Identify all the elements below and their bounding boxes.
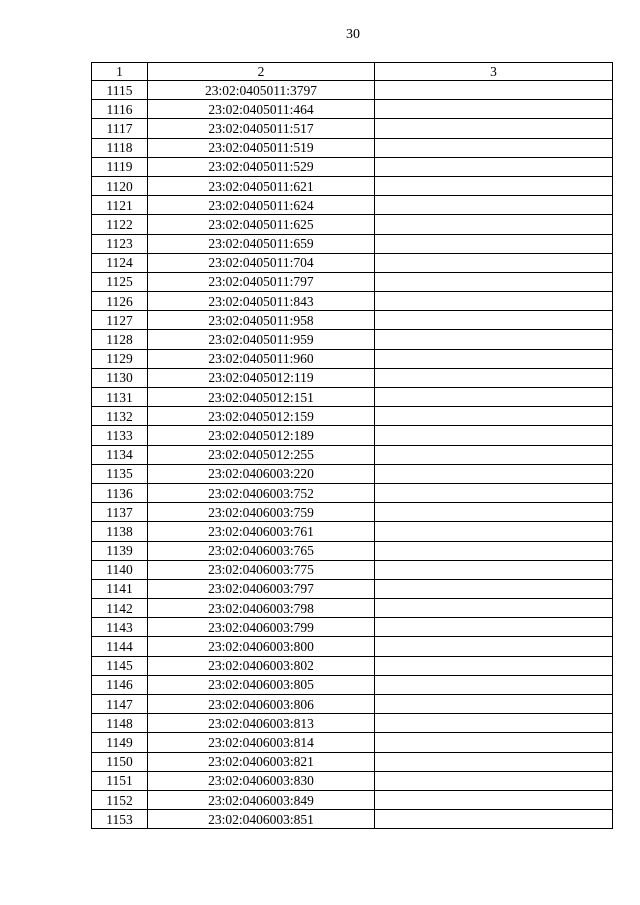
note-cell <box>375 368 613 387</box>
note-cell <box>375 522 613 541</box>
note-cell <box>375 714 613 733</box>
cadastral-number-cell: 23:02:0406003:830 <box>148 771 375 790</box>
row-number-cell: 1124 <box>92 253 148 272</box>
note-cell <box>375 253 613 272</box>
table-row <box>92 695 613 714</box>
row-number-cell: 1137 <box>92 503 148 522</box>
row-number-cell: 1123 <box>92 234 148 253</box>
table-row <box>92 311 613 330</box>
page-number: 30 <box>346 27 360 42</box>
row-number-cell: 1129 <box>92 349 148 368</box>
table-row <box>92 253 613 272</box>
row-number-cell: 1120 <box>92 176 148 195</box>
row-number-cell: 1128 <box>92 330 148 349</box>
note-cell <box>375 81 613 100</box>
cadastral-number-cell: 23:02:0406003:800 <box>148 637 375 656</box>
table-row <box>92 656 613 675</box>
cadastral-number-cell: 23:02:0406003:805 <box>148 675 375 694</box>
table-row <box>92 81 613 100</box>
cadastral-number-cell: 23:02:0405012:151 <box>148 388 375 407</box>
table-row <box>92 445 613 464</box>
cadastral-number-cell: 23:02:0406003:798 <box>148 599 375 618</box>
note-cell <box>375 330 613 349</box>
cadastral-number-cell: 23:02:0405011:659 <box>148 234 375 253</box>
table-row <box>92 541 613 560</box>
cadastral-number-cell: 23:02:0405011:960 <box>148 349 375 368</box>
note-cell <box>375 176 613 195</box>
note-cell <box>375 579 613 598</box>
cadastral-number-cell: 23:02:0405011:529 <box>148 157 375 176</box>
cadastral-number-cell: 23:02:0406003:799 <box>148 618 375 637</box>
row-number-cell: 1131 <box>92 388 148 407</box>
note-cell <box>375 771 613 790</box>
note-cell <box>375 675 613 694</box>
note-cell <box>375 157 613 176</box>
cadastral-number-cell: 23:02:0406003:761 <box>148 522 375 541</box>
cadastral-number-cell: 23:02:0405012:159 <box>148 407 375 426</box>
table-row <box>92 100 613 119</box>
cadastral-number-cell: 23:02:0406003:851 <box>148 810 375 829</box>
table-row <box>92 503 613 522</box>
note-cell <box>375 464 613 483</box>
table-row <box>92 675 613 694</box>
row-number-cell: 1142 <box>92 599 148 618</box>
note-cell <box>375 445 613 464</box>
row-number-cell: 1115 <box>92 81 148 100</box>
table-row <box>92 810 613 829</box>
note-cell <box>375 311 613 330</box>
table-row <box>92 560 613 579</box>
cadastral-number-cell: 23:02:0405011:843 <box>148 292 375 311</box>
cadastral-number-cell: 23:02:0406003:806 <box>148 695 375 714</box>
table-row <box>92 330 613 349</box>
note-cell <box>375 503 613 522</box>
note-cell <box>375 637 613 656</box>
table-row <box>92 464 613 483</box>
table-row <box>92 272 613 291</box>
cadastral-number-cell: 23:02:0406003:802 <box>148 656 375 675</box>
row-number-cell: 1125 <box>92 272 148 291</box>
cadastral-number-cell: 23:02:0406003:752 <box>148 483 375 502</box>
table-row <box>92 599 613 618</box>
row-number-cell: 1149 <box>92 733 148 752</box>
row-number-cell: 1133 <box>92 426 148 445</box>
row-number-cell: 1130 <box>92 368 148 387</box>
row-number-cell: 1145 <box>92 656 148 675</box>
cadastral-number-cell: 23:02:0405011:958 <box>148 311 375 330</box>
column-header-2: 2 <box>148 63 375 81</box>
note-cell <box>375 100 613 119</box>
note-cell <box>375 138 613 157</box>
row-number-cell: 1148 <box>92 714 148 733</box>
row-number-cell: 1136 <box>92 483 148 502</box>
cadastral-number-table <box>91 62 613 829</box>
row-number-cell: 1150 <box>92 752 148 771</box>
row-number-cell: 1134 <box>92 445 148 464</box>
note-cell <box>375 215 613 234</box>
column-header-3: 3 <box>375 63 613 81</box>
cadastral-number-cell: 23:02:0406003:821 <box>148 752 375 771</box>
row-number-cell: 1139 <box>92 541 148 560</box>
note-cell <box>375 695 613 714</box>
note-cell <box>375 618 613 637</box>
note-cell <box>375 349 613 368</box>
row-number-cell: 1118 <box>92 138 148 157</box>
table-row <box>92 790 613 809</box>
cadastral-number-cell: 23:02:0405012:189 <box>148 426 375 445</box>
table-row <box>92 234 613 253</box>
table-row <box>92 752 613 771</box>
cadastral-number-cell: 23:02:0405012:119 <box>148 368 375 387</box>
row-number-cell: 1144 <box>92 637 148 656</box>
table-row <box>92 483 613 502</box>
table-row <box>92 618 613 637</box>
cadastral-number-cell: 23:02:0406003:797 <box>148 579 375 598</box>
table-row <box>92 637 613 656</box>
note-cell <box>375 810 613 829</box>
row-number-cell: 1151 <box>92 771 148 790</box>
note-cell <box>375 541 613 560</box>
row-number-cell: 1121 <box>92 196 148 215</box>
note-cell <box>375 234 613 253</box>
cadastral-number-cell: 23:02:0405011:517 <box>148 119 375 138</box>
note-cell <box>375 196 613 215</box>
cadastral-number-cell: 23:02:0405011:464 <box>148 100 375 119</box>
cadastral-number-cell: 23:02:0405011:704 <box>148 253 375 272</box>
column-header-1: 1 <box>92 63 148 81</box>
cadastral-number-cell: 23:02:0405011:797 <box>148 272 375 291</box>
table-row <box>92 138 613 157</box>
cadastral-number-cell: 23:02:0406003:775 <box>148 560 375 579</box>
cadastral-number-cell: 23:02:0405011:959 <box>148 330 375 349</box>
table-row <box>92 196 613 215</box>
cadastral-number-cell: 23:02:0405011:625 <box>148 215 375 234</box>
note-cell <box>375 733 613 752</box>
row-number-cell: 1143 <box>92 618 148 637</box>
row-number-cell: 1141 <box>92 579 148 598</box>
cadastral-number-cell: 23:02:0406003:759 <box>148 503 375 522</box>
cadastral-number-cell: 23:02:0406003:813 <box>148 714 375 733</box>
note-cell <box>375 790 613 809</box>
row-number-cell: 1135 <box>92 464 148 483</box>
note-cell <box>375 656 613 675</box>
row-number-cell: 1147 <box>92 695 148 714</box>
table-row <box>92 733 613 752</box>
cadastral-number-cell: 23:02:0406003:220 <box>148 464 375 483</box>
row-number-cell: 1153 <box>92 810 148 829</box>
cadastral-number-cell: 23:02:0406003:849 <box>148 790 375 809</box>
table-row <box>92 522 613 541</box>
row-number-cell: 1146 <box>92 675 148 694</box>
note-cell <box>375 752 613 771</box>
table-row <box>92 388 613 407</box>
table-row <box>92 119 613 138</box>
cadastral-number-cell: 23:02:0405011:519 <box>148 138 375 157</box>
table-row <box>92 407 613 426</box>
table-row <box>92 771 613 790</box>
table-row <box>92 714 613 733</box>
table-row <box>92 426 613 445</box>
row-number-cell: 1140 <box>92 560 148 579</box>
row-number-cell: 1117 <box>92 119 148 138</box>
cadastral-number-cell: 23:02:0405011:621 <box>148 176 375 195</box>
cadastral-number-cell: 23:02:0406003:814 <box>148 733 375 752</box>
table-row <box>92 368 613 387</box>
table-header-row <box>92 63 613 81</box>
note-cell <box>375 272 613 291</box>
row-number-cell: 1152 <box>92 790 148 809</box>
cadastral-number-cell: 23:02:0406003:765 <box>148 541 375 560</box>
row-number-cell: 1122 <box>92 215 148 234</box>
note-cell <box>375 119 613 138</box>
row-number-cell: 1127 <box>92 311 148 330</box>
row-number-cell: 1126 <box>92 292 148 311</box>
row-number-cell: 1138 <box>92 522 148 541</box>
cadastral-number-cell: 23:02:0405012:255 <box>148 445 375 464</box>
row-number-cell: 1116 <box>92 100 148 119</box>
table-row <box>92 215 613 234</box>
table-body <box>92 81 613 829</box>
table-header <box>92 63 613 81</box>
cadastral-number-cell: 23:02:0405011:3797 <box>148 81 375 100</box>
table-row <box>92 292 613 311</box>
note-cell <box>375 407 613 426</box>
table-row <box>92 579 613 598</box>
table-row <box>92 157 613 176</box>
note-cell <box>375 388 613 407</box>
table-row <box>92 349 613 368</box>
note-cell <box>375 292 613 311</box>
note-cell <box>375 560 613 579</box>
table-row <box>92 176 613 195</box>
row-number-cell: 1132 <box>92 407 148 426</box>
note-cell <box>375 599 613 618</box>
row-number-cell: 1119 <box>92 157 148 176</box>
cadastral-number-cell: 23:02:0405011:624 <box>148 196 375 215</box>
note-cell <box>375 426 613 445</box>
note-cell <box>375 483 613 502</box>
